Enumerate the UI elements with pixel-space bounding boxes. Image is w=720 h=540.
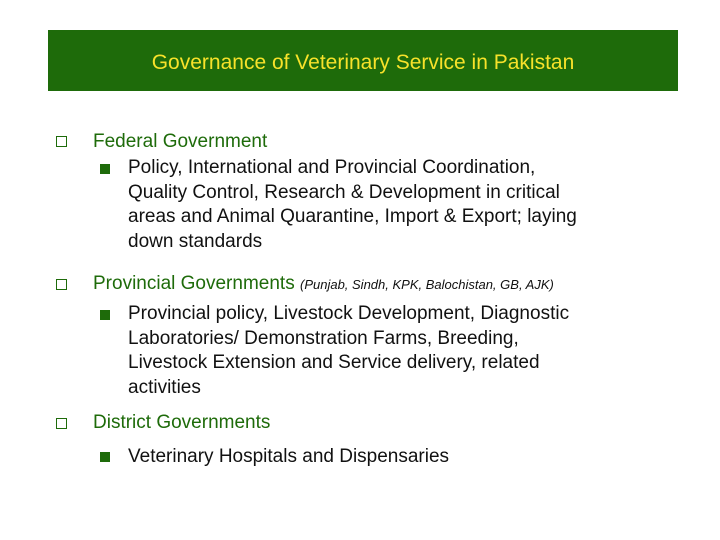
filled-square-bullet-icon: [100, 164, 110, 174]
hollow-square-bullet-icon: [56, 136, 67, 147]
detail-line: Quality Control, Research & Development in critical: [128, 181, 560, 203]
filled-square-bullet-icon: [100, 310, 110, 320]
heading-label: Provincial Governments: [93, 273, 295, 294]
provinces-note: (Punjab, Sindh, KPK, Balochistan, GB, AJK): [299, 277, 554, 292]
detail-line: Provincial policy, Livestock Development, Diagnostic: [128, 303, 570, 324]
detail-federal-government: [128, 156, 688, 254]
heading-provincial-governments: [93, 272, 554, 297]
detail-provincial-governments: [128, 302, 688, 400]
detail-line: Policy, International and Provincial Coordination,: [128, 157, 536, 178]
detail-line: Livestock Extension and Service delivery, related: [128, 352, 540, 373]
detail-line: activities: [128, 376, 201, 398]
slide-title: Governance of Veterinary Service in Pakistan: [151, 50, 575, 74]
hollow-square-bullet-icon: [56, 279, 67, 290]
heading-federal-government: [93, 130, 267, 154]
heading-district-governments: [93, 411, 270, 435]
detail-district-governments: [128, 445, 688, 470]
detail-line: Veterinary Hospitals and Dispensaries: [128, 446, 450, 467]
filled-square-bullet-icon: [100, 452, 110, 462]
hollow-square-bullet-icon: [56, 418, 67, 429]
detail-line: down standards: [128, 230, 263, 252]
heading-label: Federal Government: [93, 131, 268, 152]
detail-line: areas and Animal Quarantine, Import & Export; laying: [128, 206, 577, 227]
detail-line: Laboratories/ Demonstration Farms, Breeding,: [128, 327, 519, 349]
heading-label: District Governments: [93, 412, 271, 433]
